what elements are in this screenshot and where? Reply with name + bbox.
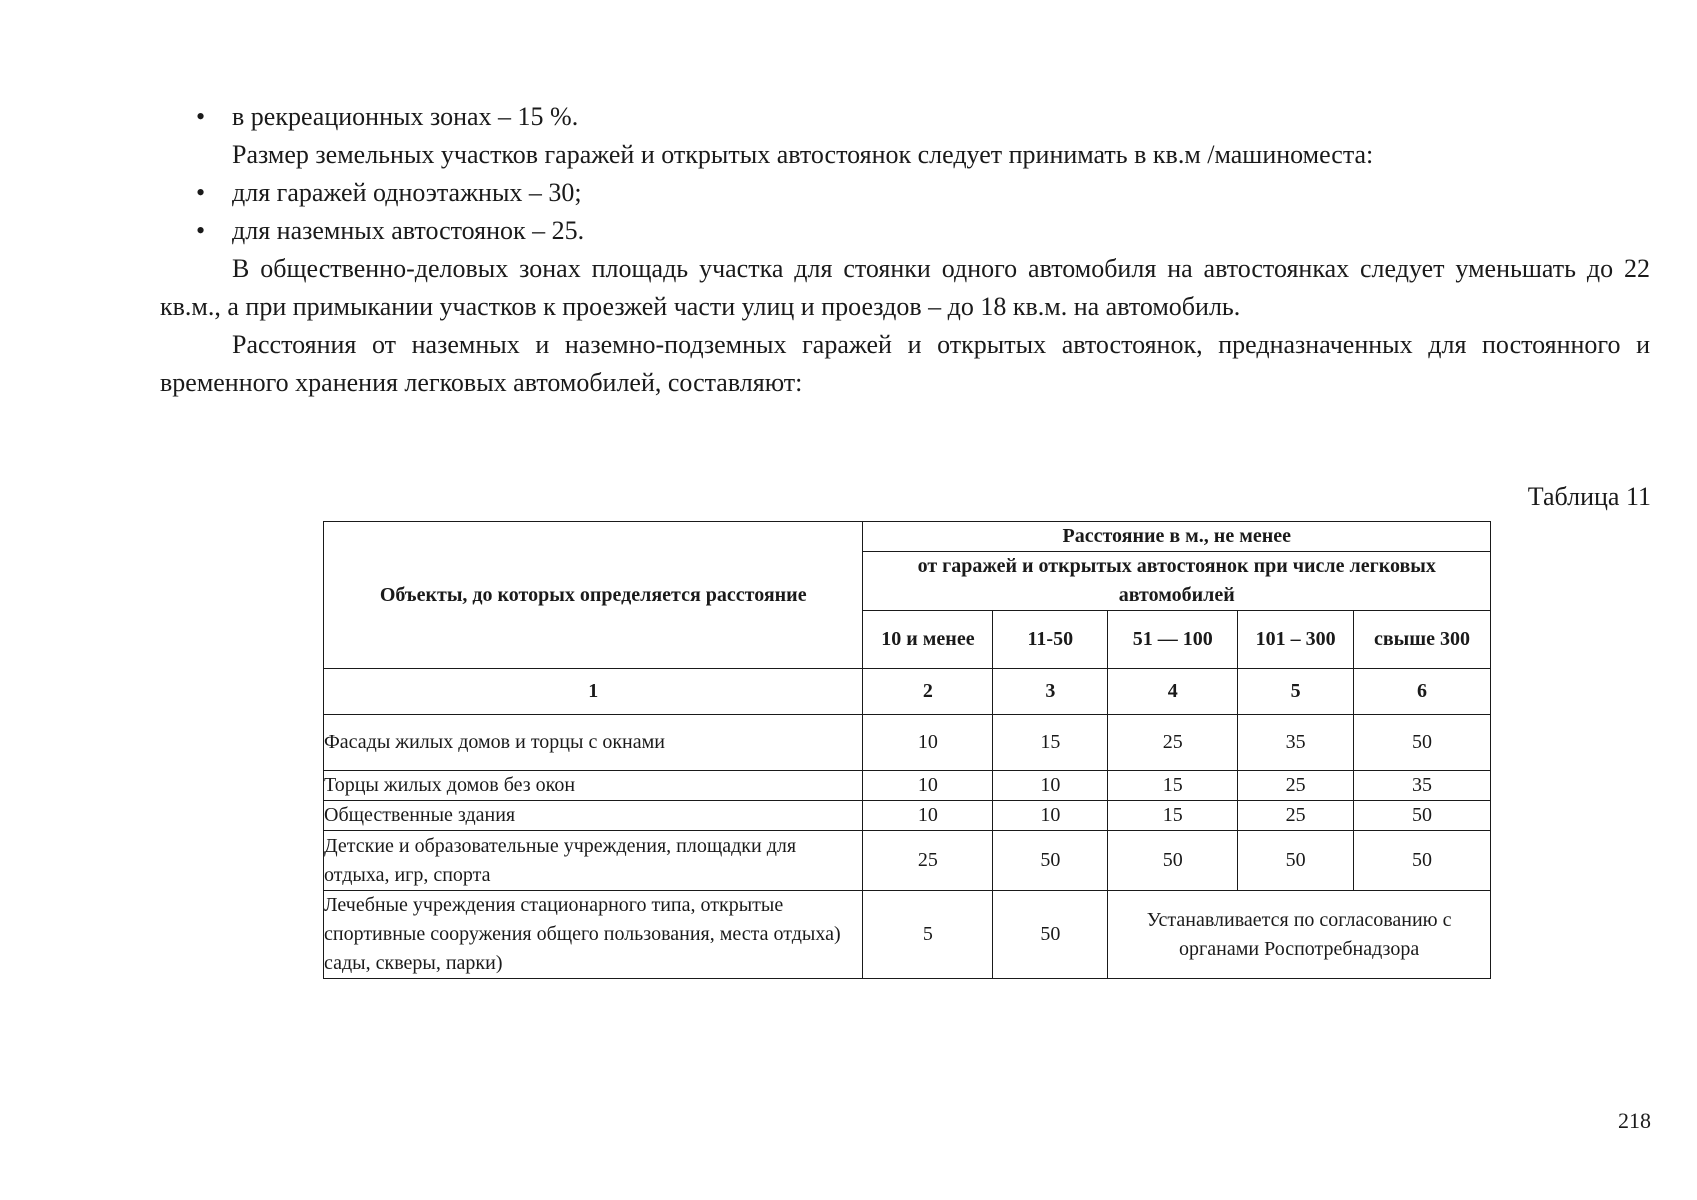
column-number: 5 (1238, 669, 1354, 715)
bullet-text: для наземных автостоянок – 25. (232, 216, 585, 245)
row-value: 10 (993, 801, 1108, 831)
row-value: 10 (863, 771, 993, 801)
row-object: Лечебные учреждения стационарного типа, открытые спортивные сооружения общего пользования, места отдыха) сады, скверы, парки) (324, 891, 863, 979)
row-value: 50 (1108, 831, 1238, 891)
bullet-text: для гаражей одноэтажных – 30; (232, 178, 582, 207)
row-value: 35 (1238, 715, 1354, 771)
row-value: 25 (863, 831, 993, 891)
row-value: 15 (1108, 801, 1238, 831)
numbering-row (324, 669, 1491, 715)
table-row (324, 801, 1491, 831)
table-row (324, 771, 1491, 801)
table-caption: Таблица 11 (1527, 482, 1651, 511)
bullet-item (160, 174, 1650, 212)
row-value: 10 (993, 771, 1108, 801)
header-distance: Расстояние в м., не менее (863, 522, 1491, 552)
row-value: 15 (1108, 771, 1238, 801)
header-from: от гаражей и открытых автостоянок при числе легковых автомобилей (863, 552, 1491, 611)
row-value: 50 (1238, 831, 1354, 891)
column-number: 2 (863, 669, 993, 715)
bullet-text: в рекреационных зонах – 15 %. (232, 102, 579, 131)
header-objects: Объекты, до которых определяется расстояние (324, 522, 863, 669)
column-number: 6 (1354, 669, 1491, 715)
bullet-item (160, 98, 1650, 136)
table-row (324, 715, 1491, 771)
row-value: 5 (863, 891, 993, 979)
row-object: Фасады жилых домов и торцы с окнами (324, 715, 863, 771)
bullet-icon: • (196, 178, 206, 207)
column-header: 11-50 (993, 611, 1108, 669)
row-object: Детские и образовательные учреждения, площадки для отдыха, игр, спорта (324, 831, 863, 891)
paragraph-business: В общественно-деловых зонах площадь участка для стоянки одного автомобиля на автостоянках следует уменьшать до 22 кв.м., а при примыкании участков к проезжей части улиц и проездов – до 18 кв.м. на автомобиль. (160, 254, 1650, 321)
body-text (160, 98, 1650, 402)
column-number: 3 (993, 669, 1108, 715)
row-value: 50 (1354, 801, 1491, 831)
table-row (324, 831, 1491, 891)
column-header: 10 и менее (863, 611, 993, 669)
row-value: 25 (1238, 771, 1354, 801)
row-value: 50 (993, 891, 1108, 979)
paragraph-distances: Расстояния от наземных и наземно-подземных гаражей и открытых автостоянок, предназначенных для постоянного и временного хранения легковых автомобилей, составляют: (160, 330, 1650, 397)
column-header: свыше 300 (1354, 611, 1491, 669)
row-value: 10 (863, 801, 993, 831)
row-value: 25 (1238, 801, 1354, 831)
merged-note: Устанавливается по согласованию с органами Роспотребнадзора (1108, 891, 1491, 979)
column-header: 51 — 100 (1108, 611, 1238, 669)
bullet-item (160, 212, 1650, 250)
bullet-icon: • (196, 102, 206, 131)
column-header: 101 – 300 (1238, 611, 1354, 669)
row-object: Общественные здания (324, 801, 863, 831)
page-number: 218 (1618, 1108, 1651, 1133)
table-row (324, 891, 1491, 979)
row-value: 35 (1354, 771, 1491, 801)
row-value: 50 (1354, 831, 1491, 891)
column-number: 4 (1108, 669, 1238, 715)
row-value: 50 (1354, 715, 1491, 771)
bullet-icon: • (196, 216, 206, 245)
row-value: 25 (1108, 715, 1238, 771)
paragraph-sizes: Размер земельных участков гаражей и открытых автостоянок следует принимать в кв.м /машиноместа: (232, 140, 1374, 169)
distance-table (323, 521, 1491, 979)
row-object: Торцы жилых домов без окон (324, 771, 863, 801)
row-value: 50 (993, 831, 1108, 891)
row-value: 10 (863, 715, 993, 771)
column-number: 1 (324, 669, 863, 715)
row-value: 15 (993, 715, 1108, 771)
